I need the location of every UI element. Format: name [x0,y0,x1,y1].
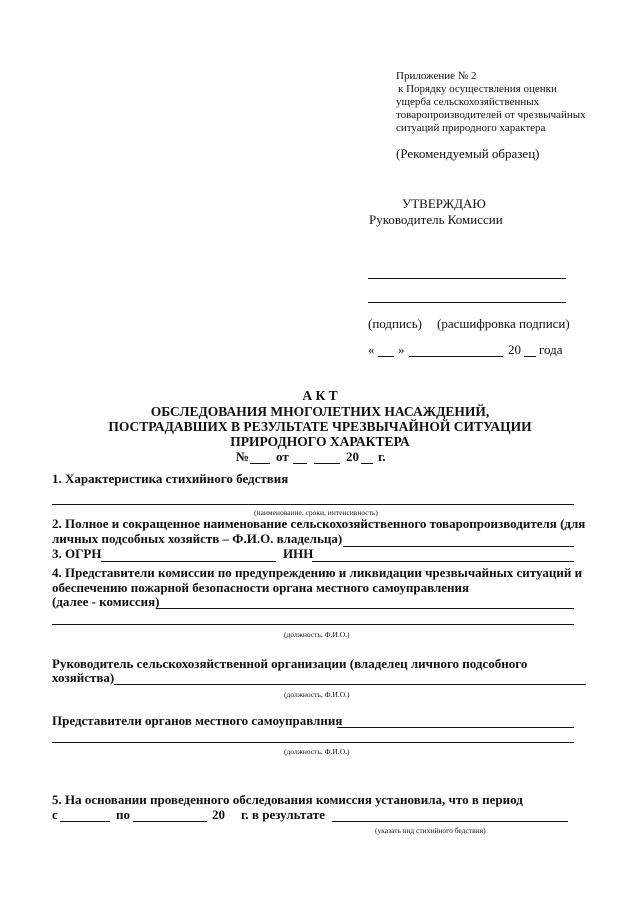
period-year-prefix: 20 [212,807,225,822]
signature-decoding-label: (расшифровка подписи) [437,316,570,331]
period-from-line [60,821,110,822]
date-year-line [524,356,536,357]
result-label: г. в результате [241,807,325,822]
recommended-sample: (Рекомендуемый образец) [396,146,540,161]
act-title-line-2: ОБСЛЕДОВАНИЯ МНОГОЛЕТНИХ НАСАЖДЕНИЙ, [150,404,490,419]
period-to-line [133,821,207,822]
date-year-prefix: 20 [508,342,521,357]
section-1-label: 1. Характеристика стихийного бедствия [52,471,289,486]
section-5-hint: (указать вид стихийного бедствия) [375,826,486,835]
ogrn-label: 3. ОГРН [52,546,102,561]
approve-label: УТВЕРЖДАЮ [402,196,486,211]
head-org-line-1: Руководитель сельскохозяйственной организации (владелец личного подсобного [52,656,528,671]
local-gov-line-a [337,727,574,728]
head-org-line [114,684,586,685]
act-year-suffix: г. [378,449,386,464]
section-4-line-b [52,624,574,625]
signature-label: (подпись) [368,316,422,331]
approval-line-2 [368,302,566,303]
date-month-line [409,356,503,357]
approval-line-1 [368,278,566,279]
act-title: А К Т [302,388,338,403]
appendix-line-5: ситуаций природного характера [396,122,546,134]
appendix-line-2: к Порядку осуществления оценки [398,83,557,95]
section-4-hint: (должность, Ф.И.О.) [284,630,350,639]
section-2-line [343,546,574,547]
date-year-suffix: года [539,342,563,357]
commission-head-label: Руководитель Комиссии [369,212,503,227]
section-1-hint: (наименование, сроки, интенсивность) [254,508,378,517]
act-year-prefix: 20 [346,449,359,464]
appendix-line-4: товаропроизводителей от чрезвычайных [396,109,586,121]
date-close-quote: » [398,342,405,357]
section-4-line-3: (далее - комиссия) [52,594,160,609]
period-to-label: по [116,807,130,822]
local-gov-line-b [52,742,574,743]
inn-label: ИНН [283,546,314,561]
section-2-line-2: личных подсобных хозяйств – Ф.И.О. владельца) [52,531,343,546]
act-number-label: № [236,449,250,464]
inn-line [312,561,574,562]
act-title-line-3: ПОСТРАДАВШИХ В РЕЗУЛЬТАТЕ ЧРЕЗВЫЧАЙНОЙ СИТУАЦИИ [108,419,532,434]
section-4-line-1: 4. Представители комиссии по предупреждению и ликвидации чрезвычайных ситуаций и [52,565,583,580]
act-month-line [314,463,340,464]
act-year-line [361,463,373,464]
head-org-hint: (должность, Ф.И.О.) [284,690,350,699]
ogrn-line [101,561,276,562]
result-line [332,821,568,822]
date-open-quote: « [368,342,375,357]
local-gov-hint: (должность, Ф.И.О.) [284,747,350,756]
section-5-line-1: 5. На основании проведенного обследования комиссия установила, что в период [52,792,523,807]
act-number-line [250,463,270,464]
date-day-line [378,356,394,357]
section-4-line-a [156,608,574,609]
appendix-line-1: Приложение № 2 [396,70,477,82]
period-from-label: с [52,807,58,822]
act-day-line [293,463,307,464]
local-gov-label: Представители органов местного самоуправлния [52,713,343,728]
act-from-label: от [276,449,289,464]
section-2-line-1: 2. Полное и сокращенное наименование сельскохозяйственного товаропроизводителя (для [52,516,586,531]
head-org-line-2: хозяйства) [52,670,115,685]
section-4-line-2: обеспечению пожарной безопасности органа местного самоуправления [52,580,470,595]
act-title-line-4: ПРИРОДНОГО ХАРАКТЕРА [230,434,410,449]
appendix-line-3: ущерба сельскохозяйственных [396,96,540,108]
section-1-line [52,504,574,505]
